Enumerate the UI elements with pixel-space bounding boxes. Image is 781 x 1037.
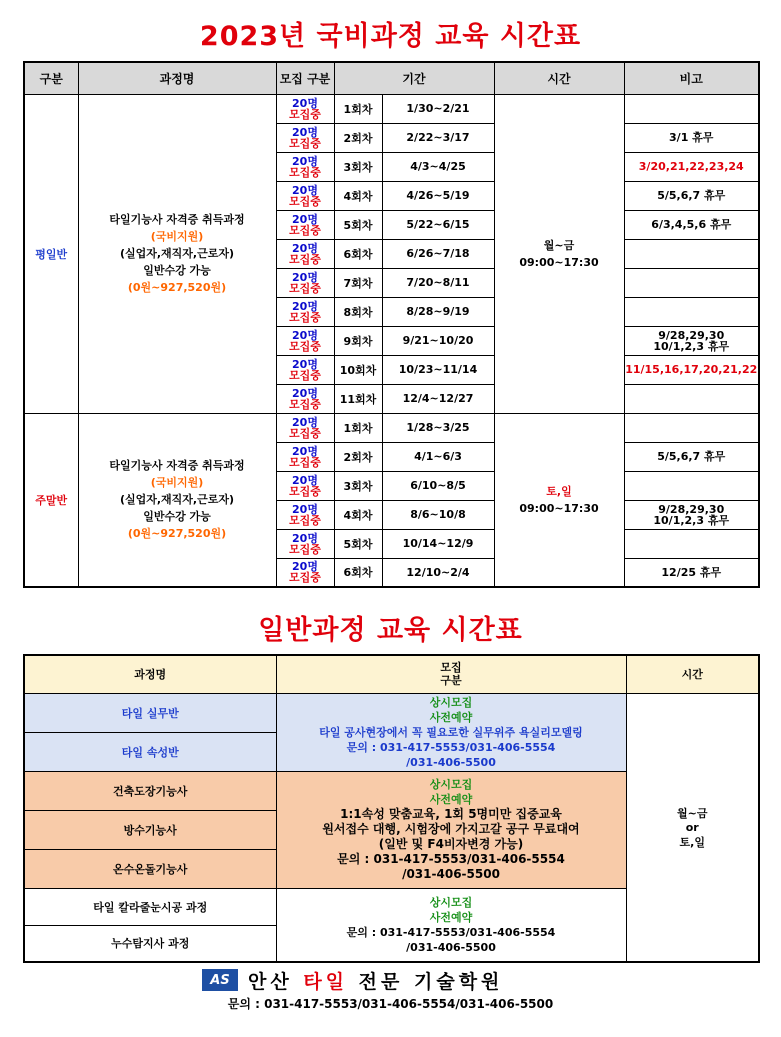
period-cell: 7/20~8/11 <box>382 268 494 297</box>
text-line: 타일 공사현장에서 꼭 필요로한 실무위주 욕실리모델링 <box>319 725 583 739</box>
note-cell <box>624 500 759 529</box>
round-cell: 1회차 <box>334 413 382 442</box>
text-line: 상시모집 <box>429 695 473 709</box>
note-cell <box>624 355 759 384</box>
round-cell: 3회차 <box>334 471 382 500</box>
text-line: 문의 : 031-417-5553/031-406-5554 <box>346 740 556 754</box>
table-row <box>24 94 759 123</box>
text-line: 3/20,21,22,23,24 <box>638 160 744 173</box>
general-course-cell: 타일 칼라줄눈시공 과정 <box>24 888 276 925</box>
text-line: (국비지원) <box>150 476 204 490</box>
header-period: 기간 <box>334 62 494 94</box>
text-line: 9/28,29,30 <box>658 328 725 342</box>
general-header-time: 시간 <box>626 655 759 693</box>
text-line: 원서접수 대행, 시험장에 가지고갈 공구 무료대여 <box>322 822 580 836</box>
note-cell <box>624 558 759 587</box>
text-line: (0원~927,520원) <box>127 281 227 294</box>
recruit-count: 20명 <box>292 415 318 429</box>
recruit-status: 모집중 <box>289 397 321 411</box>
general-info-cell <box>276 693 626 771</box>
period-cell: 10/14~12/9 <box>382 529 494 558</box>
text-line: 12/25 휴무 <box>661 565 722 579</box>
text-line: /031-406-5500 <box>406 940 496 954</box>
period-cell: 4/26~5/19 <box>382 181 494 210</box>
recruit-status: 모집중 <box>289 107 321 121</box>
text-line: 5/5,6,7 휴무 <box>657 189 726 202</box>
note-cell <box>624 123 759 152</box>
general-schedule-table <box>23 654 760 963</box>
recruit-status: 모집중 <box>289 136 321 150</box>
text-line: /031-406-5500 <box>402 867 500 881</box>
period-cell: 8/6~10/8 <box>382 500 494 529</box>
general-header-recruit <box>276 655 626 693</box>
recruit-count: 20명 <box>292 560 318 574</box>
period-cell: 5/22~6/15 <box>382 210 494 239</box>
academy-name-a: 안산 <box>248 970 304 993</box>
recruit-status: 모집중 <box>289 281 321 295</box>
header-note: 비고 <box>624 62 759 94</box>
recruit-cell <box>276 413 334 442</box>
recruit-count: 20명 <box>292 386 318 400</box>
general-course-cell: 건축도장기능사 <box>24 771 276 810</box>
recruit-count: 20명 <box>292 154 318 168</box>
text-line: 사전예약 <box>429 710 473 724</box>
period-cell: 8/28~9/19 <box>382 297 494 326</box>
round-cell: 5회차 <box>334 529 382 558</box>
round-cell: 4회차 <box>334 181 382 210</box>
recruit-status: 모집중 <box>289 194 321 208</box>
round-cell: 1회차 <box>334 94 382 123</box>
academy-name-b: 타일 <box>303 970 349 993</box>
header-time: 시간 <box>494 62 624 94</box>
category-cell: 평일반 <box>24 94 78 413</box>
general-title: 일반과정 교육 시간표 <box>258 615 523 646</box>
round-cell: 11회차 <box>334 384 382 413</box>
text-line: 타일기능사 자격증 취득과정 <box>109 459 245 473</box>
general-row <box>24 693 759 732</box>
header-category: 구분 <box>24 62 78 94</box>
recruit-count: 20명 <box>292 183 318 197</box>
text-line: or <box>685 820 699 834</box>
round-cell: 7회차 <box>334 268 382 297</box>
recruit-cell <box>276 268 334 297</box>
note-cell <box>624 384 759 413</box>
note-cell <box>624 94 759 123</box>
period-cell: 6/10~8/5 <box>382 471 494 500</box>
national-title: 2023년 국비과정 교육 시간표 <box>199 21 582 52</box>
period-cell: 2/22~3/17 <box>382 123 494 152</box>
text-line: (국비지원) <box>150 230 204 243</box>
text-line: 상시모집 <box>429 895 473 909</box>
recruit-status: 모집중 <box>289 368 321 382</box>
text-line: /031-406-5500 <box>406 755 496 769</box>
text-line: (0원~927,520원) <box>127 527 227 541</box>
general-course-cell: 온수온돌기능사 <box>24 849 276 888</box>
academy-logo-icon: AS <box>202 969 238 991</box>
recruit-count: 20명 <box>292 125 318 139</box>
recruit-cell <box>276 529 334 558</box>
academy-logo <box>202 968 503 992</box>
text-line: 월~금 <box>543 238 575 252</box>
recruit-cell <box>276 471 334 500</box>
recruit-cell <box>276 442 334 471</box>
recruit-status: 모집중 <box>289 455 321 469</box>
text-line: 11/15,16,17,20,21,22 <box>625 363 758 376</box>
text-line: 사전예약 <box>429 910 473 924</box>
recruit-cell <box>276 297 334 326</box>
note-cell <box>624 239 759 268</box>
text-line: (실업자,재직자,근로자) <box>119 247 235 260</box>
recruit-count: 20명 <box>292 212 318 226</box>
text-line: (실업자,재직자,근로자) <box>119 493 235 507</box>
general-course-cell: 누수탐지사 과정 <box>24 925 276 962</box>
text-line: 09:00~17:30 <box>519 501 599 515</box>
time-cell <box>494 94 624 413</box>
note-cell <box>624 152 759 181</box>
note-cell <box>624 297 759 326</box>
period-cell: 1/28~3/25 <box>382 413 494 442</box>
note-cell <box>624 442 759 471</box>
recruit-cell <box>276 558 334 587</box>
period-cell: 4/1~6/3 <box>382 442 494 471</box>
text-line: (일반 및 F4비자변경 가능) <box>378 837 524 851</box>
recruit-count: 20명 <box>292 357 318 371</box>
recruit-status: 모집중 <box>289 252 321 266</box>
header-course: 과정명 <box>78 62 276 94</box>
period-cell: 9/21~10/20 <box>382 326 494 355</box>
general-course-cell: 타일 실무반 <box>24 693 276 732</box>
general-header-recruit-text <box>277 661 626 687</box>
note-cell <box>624 326 759 355</box>
course-cell <box>78 94 276 413</box>
recruit-count: 20명 <box>292 96 318 110</box>
period-cell: 12/10~2/4 <box>382 558 494 587</box>
general-recruit <box>277 895 626 925</box>
note-cell <box>624 210 759 239</box>
round-cell: 3회차 <box>334 152 382 181</box>
text-line: 10/1,2,3 휴무 <box>653 339 730 353</box>
recruit-count: 20명 <box>292 531 318 545</box>
recruit-status: 모집중 <box>289 339 321 353</box>
text-line: 일반수강 가능 <box>143 510 211 524</box>
text-line: 9/28,29,30 <box>658 502 725 516</box>
text-line: 상시모집 <box>429 778 473 791</box>
note-cell <box>624 413 759 442</box>
text-line: 3/1 휴무 <box>669 131 714 144</box>
recruit-cell <box>276 239 334 268</box>
recruit-status: 모집중 <box>289 426 321 440</box>
recruit-status: 모집중 <box>289 223 321 237</box>
recruit-status: 모집중 <box>289 513 321 527</box>
recruit-count: 20명 <box>292 328 318 342</box>
general-info <box>277 925 626 955</box>
recruit-status: 모집중 <box>289 542 321 556</box>
recruit-status: 모집중 <box>289 484 321 498</box>
text-line: 10/1,2,3 휴무 <box>653 513 730 527</box>
category-cell: 주말반 <box>24 413 78 587</box>
text-line: 일반수강 가능 <box>143 264 211 277</box>
text-line: 타일기능사 자격증 취득과정 <box>109 213 245 226</box>
course-cell <box>78 413 276 587</box>
round-cell: 2회차 <box>334 442 382 471</box>
text-line: 09:00~17:30 <box>519 255 599 269</box>
recruit-cell <box>276 210 334 239</box>
academy-name-c: 전문 기술학원 <box>348 970 504 993</box>
recruit-cell <box>276 355 334 384</box>
round-cell: 6회차 <box>334 239 382 268</box>
text-line: 문의 : 031-417-5553/031-406-5554 <box>337 852 565 866</box>
round-cell: 8회차 <box>334 297 382 326</box>
period-cell: 6/26~7/18 <box>382 239 494 268</box>
general-course-cell: 타일 속성반 <box>24 732 276 771</box>
recruit-status: 모집중 <box>289 310 321 324</box>
general-time-cell <box>626 693 759 962</box>
period-cell: 10/23~11/14 <box>382 355 494 384</box>
note-cell <box>624 181 759 210</box>
text-line: 토,일 <box>679 835 705 849</box>
time-cell <box>494 413 624 587</box>
recruit-count: 20명 <box>292 241 318 255</box>
recruit-cell <box>276 94 334 123</box>
period-cell: 12/4~12/27 <box>382 384 494 413</box>
recruit-cell <box>276 123 334 152</box>
text-line: 문의 : 031-417-5553/031-406-5554 <box>346 925 556 939</box>
general-info <box>277 807 626 882</box>
period-cell: 1/30~2/21 <box>382 94 494 123</box>
round-cell: 4회차 <box>334 500 382 529</box>
general-header-course: 과정명 <box>24 655 276 693</box>
round-cell: 2회차 <box>334 123 382 152</box>
recruit-cell <box>276 384 334 413</box>
general-info <box>277 725 626 770</box>
round-cell: 9회차 <box>334 326 382 355</box>
text-line: 5/5,6,7 휴무 <box>657 450 726 463</box>
note-cell <box>624 529 759 558</box>
footer-contact: 문의 : 031-417-5553/031-406-5554/031-406-5500 <box>227 997 554 1011</box>
national-schedule-table <box>23 61 760 588</box>
general-header-recruit-line: 모집 <box>440 661 462 675</box>
text-line: 월~금 <box>677 806 708 820</box>
recruit-count: 20명 <box>292 473 318 487</box>
recruit-cell <box>276 181 334 210</box>
recruit-cell <box>276 152 334 181</box>
general-header-recruit-line: 구분 <box>440 674 462 688</box>
header-recruit: 모집 구분 <box>276 62 334 94</box>
round-cell: 10회차 <box>334 355 382 384</box>
table-row <box>24 413 759 442</box>
text-line: 사전예약 <box>429 793 473 806</box>
recruit-status: 모집중 <box>289 571 321 585</box>
recruit-count: 20명 <box>292 270 318 284</box>
text-line: 토,일 <box>546 484 572 498</box>
recruit-status: 모집중 <box>289 165 321 179</box>
general-info-cell <box>276 771 626 888</box>
general-recruit <box>277 695 626 725</box>
round-cell: 6회차 <box>334 558 382 587</box>
academy-name <box>248 967 503 994</box>
period-cell: 4/3~4/25 <box>382 152 494 181</box>
round-cell: 5회차 <box>334 210 382 239</box>
recruit-count: 20명 <box>292 444 318 458</box>
text-line: 1:1속성 맞춤교육, 1회 5명미만 집중교육 <box>340 807 562 821</box>
recruit-cell <box>276 500 334 529</box>
note-cell <box>624 471 759 500</box>
note-cell <box>624 268 759 297</box>
text-line: 6/3,4,5,6 휴무 <box>651 218 732 231</box>
recruit-count: 20명 <box>292 502 318 516</box>
general-course-cell: 방수기능사 <box>24 810 276 849</box>
general-info-cell <box>276 888 626 962</box>
recruit-count: 20명 <box>292 299 318 313</box>
general-recruit <box>277 777 626 807</box>
recruit-cell <box>276 326 334 355</box>
